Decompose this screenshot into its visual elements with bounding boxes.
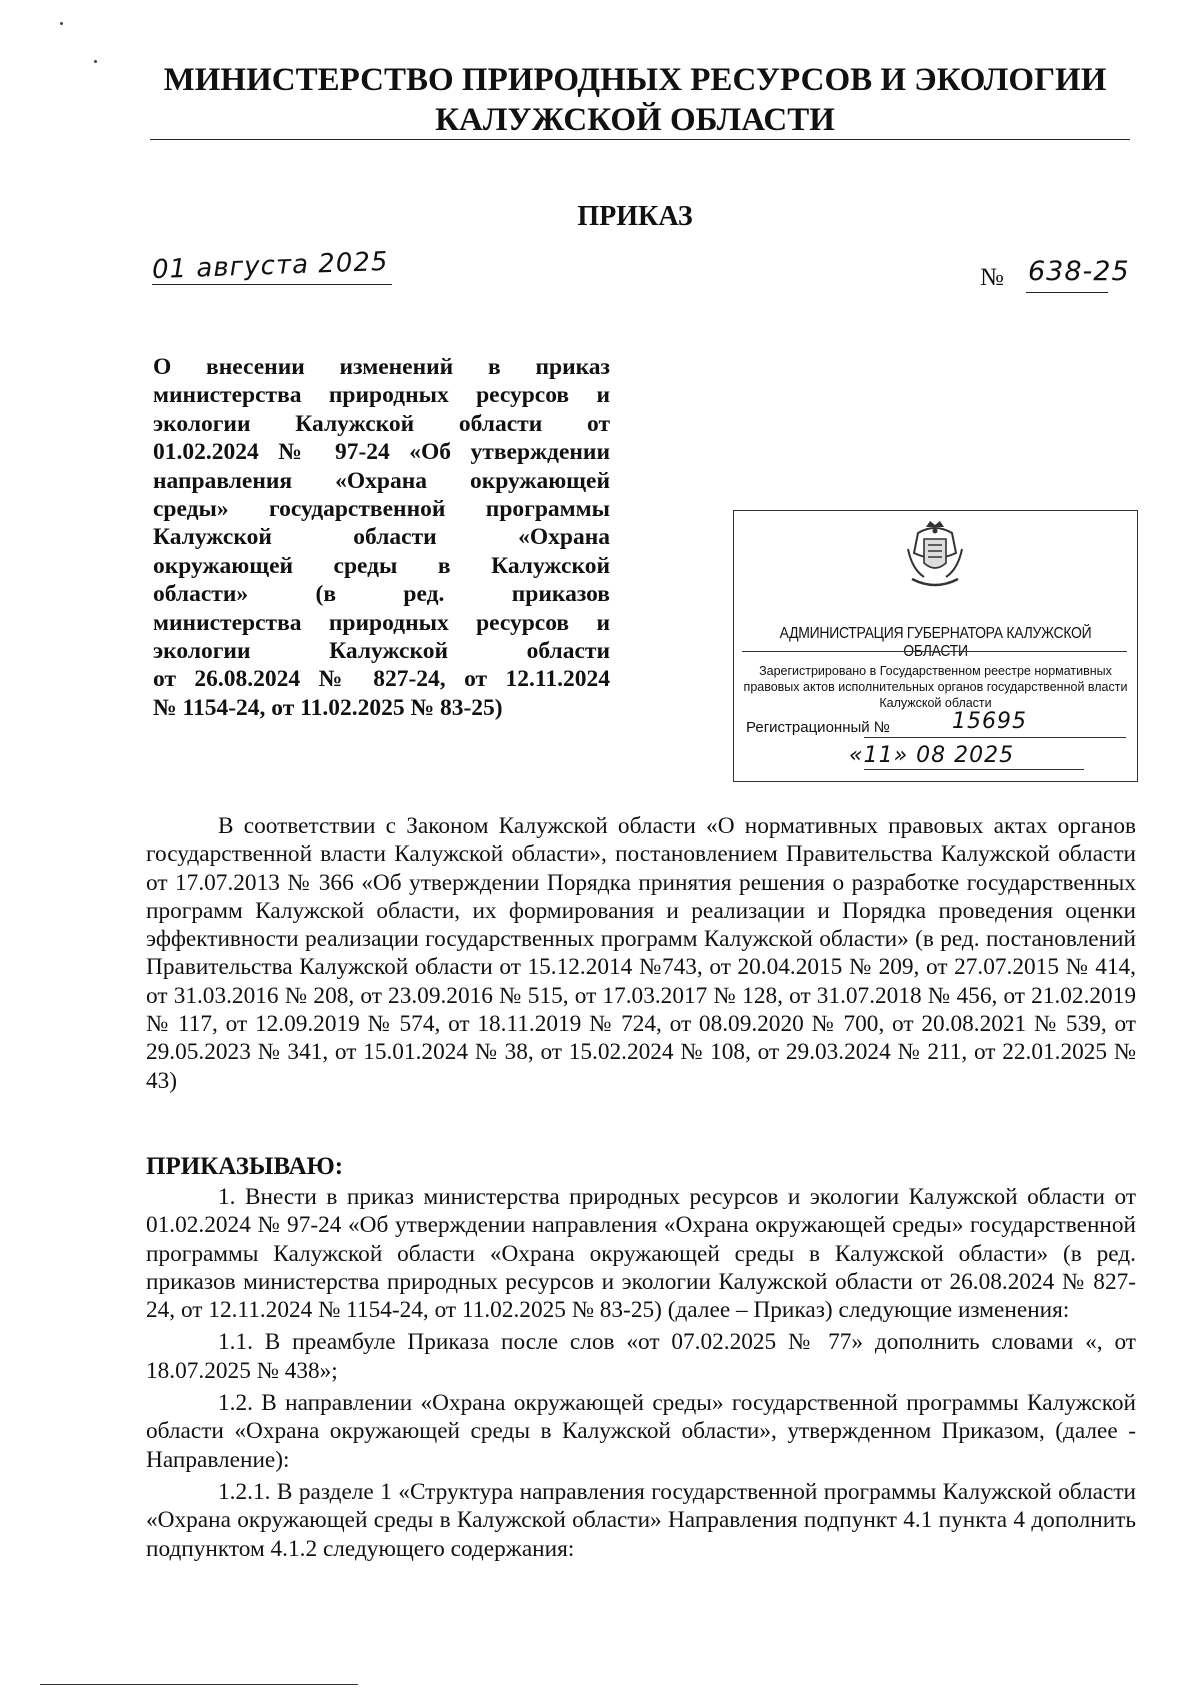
order-word: ПРИКАЗЫВАЮ: bbox=[146, 1153, 344, 1180]
subject-line: О внесении изменений в приказ bbox=[153, 354, 610, 380]
registration-number: 15695 bbox=[952, 709, 1027, 734]
stamp-text-line: Зарегистрировано в Государственном реестре нормативных bbox=[759, 664, 1112, 678]
registration-date-underline bbox=[864, 769, 1084, 770]
item-1-2: 1.2. В направлении «Охрана окружающей среды» государственной программы Калужской области «Охрана окружающей среды в Калужской области», утвержденном Приказом, (далее - Направление): bbox=[146, 1390, 1136, 1473]
scan-speck bbox=[94, 60, 97, 63]
item-1-2-1: 1.2.1. В разделе 1 «Структура направления государственной программы Калужской области «Охрана окружающей среды в Калужской области» Направления подпункт 4.1 пункта 4 дополнить подпунктом 4.1.2 следующего содержания: bbox=[146, 1478, 1136, 1562]
scan-speck bbox=[60, 22, 63, 25]
number-sign: № bbox=[980, 264, 1004, 291]
subject-line: экологии Калужской области от bbox=[153, 410, 610, 437]
subject-line: Калужской области «Охрана bbox=[153, 524, 610, 551]
order-date bbox=[151, 246, 402, 289]
coat-of-arms-icon bbox=[904, 519, 966, 591]
subject-line: министерства природных ресурсов и bbox=[153, 382, 610, 409]
subject-line: 01.02.2024 № 97-24 «Об утверждении bbox=[153, 439, 610, 466]
stamp-text-line: правовых актов исполнительных органов государственной власти bbox=[743, 680, 1128, 694]
registration-date: «11» 08 2025 bbox=[849, 743, 1015, 768]
stamp-text bbox=[734, 663, 1137, 711]
stamp-heading: АДМИНИСТРАЦИЯ ГУБЕРНАТОРА КАЛУЖСКОЙ ОБЛАСТИ bbox=[779, 625, 1092, 660]
subject-line: направления «Охрана окружающей bbox=[153, 467, 610, 494]
bottom-rule bbox=[40, 1684, 358, 1685]
item-1-1: 1.1. В преамбуле Приказа после слов «от 07.02.2025 № 77» дополнить словами «, от 18.07.2025 № 438»; bbox=[146, 1329, 1136, 1384]
preamble bbox=[146, 812, 1136, 1095]
stamp-rule bbox=[742, 651, 1127, 652]
ministry-header bbox=[140, 60, 1130, 140]
registration-stamp bbox=[733, 510, 1138, 782]
stamp-text-line: Калужской области bbox=[879, 696, 992, 710]
order-number bbox=[980, 256, 1130, 296]
registration-label: Регистрационный № bbox=[746, 719, 890, 736]
order-items bbox=[146, 1183, 1136, 1563]
doc-type-title: ПРИКАЗ bbox=[577, 201, 693, 232]
order-number-handwritten: 638-25 bbox=[1028, 256, 1130, 287]
order-date-handwritten: 01 августа 2025 bbox=[151, 246, 389, 286]
subject-line: от 26.08.2024 № 827-24, от 12.11.2024 bbox=[153, 666, 610, 693]
registration-number-underline bbox=[864, 737, 1126, 738]
header-rule bbox=[150, 139, 1130, 140]
subject-line: экологии Калужской области bbox=[153, 638, 610, 665]
subject-line: среды» государственной программы bbox=[153, 496, 610, 523]
ministry-line-2: КАЛУЖСКОЙ ОБЛАСТИ bbox=[435, 102, 835, 138]
preamble-paragraph: В соответствии с Законом Калужской области «О нормативных правовых актах органов государственной власти Калужской области», постановлением Правительства Калужской области от 17.07.2013 № 366 «Об утверждении Порядка принятия решения о разработке государственных программ Калужской области, их формирования и реализации и Порядка проведения оценки эффективности реализации государственных программ Калужской области» (в ред. постановлений Правительства Калужской области от 15.12.2014 №743, от 20.04.2015 № 209, от 27.07.2015 № 414, от 31.03.2016 № 208, от 23.09.2016 № 515, от 17.03.2017 № 128, от 31.07.2018 № 456, от 21.02.2019 № 117, от 12.09.2019 № 574, от 18.11.2019 № 724, от 08.09.2020 № 700, от 20.08.2021 № 539, от 29.05.2023 № 341, от 15.01.2024 № 38, от 15.02.2024 № 108, от 29.03.2024 № 211, от 22.01.2025 № 43) bbox=[146, 813, 1136, 1094]
subject-line: области» (в ред. приказов bbox=[153, 581, 610, 608]
order-subject bbox=[153, 353, 610, 722]
subject-line: окружающей среды в Калужской bbox=[153, 552, 610, 579]
subject-line: № 1154-24, от 11.02.2025 № 83-25) bbox=[153, 694, 503, 721]
item-1: 1. Внести в приказ министерства природных ресурсов и экологии Калужской области от 01.02.2024 № 97-24 «Об утверждении направления «Охрана окружающей среды» государственной программы Калужской области «Охрана окружающей среды в Калужской области» (в ред. приказов министерства природных ресурсов и экологии Калужской области от 26.08.2024 № 827-24, от 12.11.2024 № 1154-24, от 11.02.2025 № 83-25) (далее – Приказ) следующие изменения: bbox=[146, 1184, 1136, 1324]
ministry-line-1: МИНИСТЕРСТВО ПРИРОДНЫХ РЕСУРСОВ И ЭКОЛОГИИ bbox=[163, 62, 1107, 98]
order-number-underline bbox=[1026, 292, 1108, 293]
subject-line: министерства природных ресурсов и bbox=[153, 609, 610, 636]
order-date-underline bbox=[152, 284, 392, 285]
